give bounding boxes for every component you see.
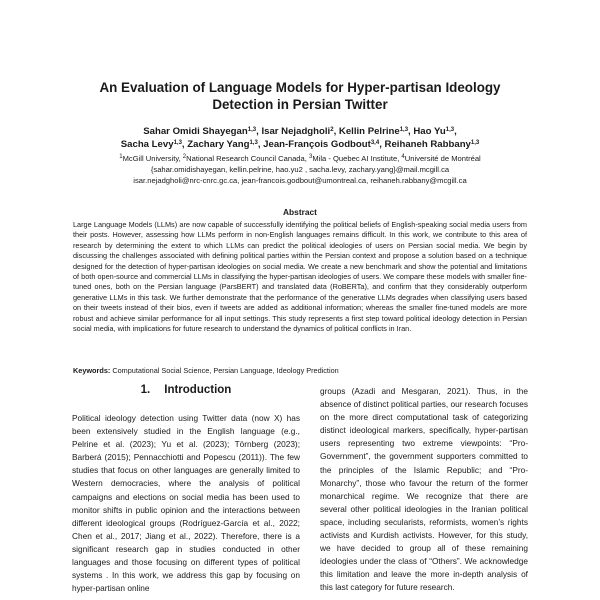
affiliation-number: 2: [182, 154, 187, 160]
affiliations: $^1$McGill University, $^2$National Research Council Canada, $^3$Mila - Quebec AI Institute, $^4$Université de Montréal {sahar.omidishayegan, kellin.pelrine, hao.yu2 , sacha.levy, zachary.yang}@mail.mcgill.ca isar.nejadgholi@nrc-cnrc.gc.ca, jean-francois.godbout@umontreal.ca, reihaneh.rabbany@mcgill.ca: [119, 154, 481, 185]
author-name: Sahar Omidi Shayegan: [143, 126, 248, 137]
affiliation-name: Université de Montréal: [404, 154, 481, 163]
email-line: isar.nejadgholi@nrc-cnrc.gc.ca, jean-francois.godbout@umontreal.ca, reihaneh.rabbany@mcgill.ca: [133, 176, 467, 185]
keywords-label: Keywords:: [73, 366, 111, 375]
section-title: Introduction: [164, 384, 232, 396]
intro-left-column: Political ideology detection using Twitter data (now X) has been extensively studied in the English language (e.g., Pelrine et al. (2023); Yu et al. (2023); Törnberg (2023); Barberá (2015); Pennacchiotti and Popescu (2011)). The few studies that focus on other languages are generally limited to Western democracies, where the analysis of political campaigns and elections on social media has been used to monitor shifts in public opinion and the interactions between different ideological groups (Rodríguez-García et al., 2022; Chen et al., 2017; Jiang et al., 2022). Therefore, there is a significant research gap in studies conducted in other languages and those focusing on different types of political systems . In this work, we address this gap by focusing on hyper-partisan online: [72, 413, 300, 594]
author-name: Isar Nejadgholi: [261, 126, 331, 137]
keywords: [73, 366, 527, 376]
email-line: {sahar.omidishayegan, kellin.pelrine, hao.yu2 , sacha.levy, zachary.yang}@mail.mcgill.ca: [150, 165, 450, 174]
keywords-text: Computational Social Science, Persian Language, Ideology Prediction: [112, 366, 339, 375]
author-name: Sacha Levy: [120, 139, 174, 150]
author-name: Zachary Yang: [187, 139, 250, 150]
author-affiliation-mark: 3,4: [370, 140, 380, 146]
author-name: Kellin Pelrine: [338, 126, 400, 137]
author-name: Hao Yu: [413, 126, 446, 137]
author-list: Sahar Omidi Shayegan$^{1,3}$, Isar Nejadgholi$^2$, Kellin Pelrine$^{1,3}$, Hao Yu$^{1,3}$, Sacha Levy$^{1,3}$, Zachary Yang$^{1,3}$, Jean-François Godbout$^{3,4}$, Reihaneh Rabbany$^{1,3}$: [120, 126, 480, 150]
author-affiliation-mark: 1,3: [470, 140, 480, 146]
title-line-1: An Evaluation of Language Models for Hyper-partisan Ideology: [99, 80, 501, 95]
intro-right-column: groups (Azadi and Mesgaran, 2021). Thus, in the absence of distinct political parties, our research focuses on the more direct computational task of categorizing distinct ideological markers, specifically, hyper-partisan users representing two extreme viewpoints: “Pro-Government”, the government supporters committed to the principles of the Islamic Republic; and “Pro-Monarchy”, those who favour the return of the former monarchical regime. We recognize that there are several other political ideologies in the Iranian political space, including secularists, reformists, women’s rights activists and Kurdish activists. However, for this study, we have decided to group all of these remaining ideologies under the class of “Others”. We acknowledge this limitation and leave the more in-depth analysis of this last category for future research.: [320, 386, 528, 593]
author-affiliation-mark: 2: [330, 127, 334, 133]
author-affiliation-mark: 1,3: [173, 140, 182, 146]
affiliation-name: National Research Council Canada: [186, 154, 305, 163]
abstract-heading: Abstract: [283, 207, 317, 217]
section-number: 1.: [140, 384, 151, 396]
paper-title: [40, 79, 560, 113]
abstract-text: Large Language Models (LLMs) are now capable of successfully identifying the political beliefs of English-speaking social media users from their posts. However, assessing how LLMs perform in non-English languages remains difficult. In this work, we contribute to this area of research by determining the extent to which LLMs can predict the political ideologies of users on Persian social media. We begin by discussing the challenges associated with defining political parties within the Persian context and propose a solution based on a technique designed for the detection of hyper-partisan ideologies on social media. We create a new benchmark and show the potential and limitations of both open-source and commercial LLMs in classifying the hyper-partisan ideologies of users. We compare these models with smaller fine-tuned ones, both on the Persian language (ParsBERT) and translated data (RoBERTa), and confirm that they considerably outperform generative LLMs in this task. We further demonstrate that the performance of the generative LLMs degrades when classifying users based on their tweets instead of their bios, even if tweets are added as additional information; whereas the smaller fine-tuned models are more robust and achieve similar performance for all input settings. This study represents a first step toward political ideology detection in Persian social media, with implications for future research to understand the dynamics of political conflicts in Iran.: [73, 220, 527, 334]
affiliation-number: 1: [119, 154, 123, 160]
author-affiliation-mark: 1,3: [249, 140, 258, 146]
affiliation-number: 3: [309, 154, 313, 160]
author-affiliation-mark: 1,3: [247, 127, 257, 133]
title-line-2: Detection in Persian Twitter: [212, 97, 388, 112]
author-name: Reihaneh Rabbany: [384, 139, 471, 150]
affiliation-name: Mila - Quebec AI Institute: [312, 154, 398, 163]
affiliation-number: 4: [401, 154, 405, 160]
affiliation-name: McGill University: [122, 154, 179, 163]
author-name: Jean-François Godbout: [263, 139, 371, 150]
author-affiliation-mark: 1,3: [399, 127, 409, 133]
section-heading: [72, 384, 300, 396]
author-affiliation-mark: 1,3: [445, 127, 455, 133]
